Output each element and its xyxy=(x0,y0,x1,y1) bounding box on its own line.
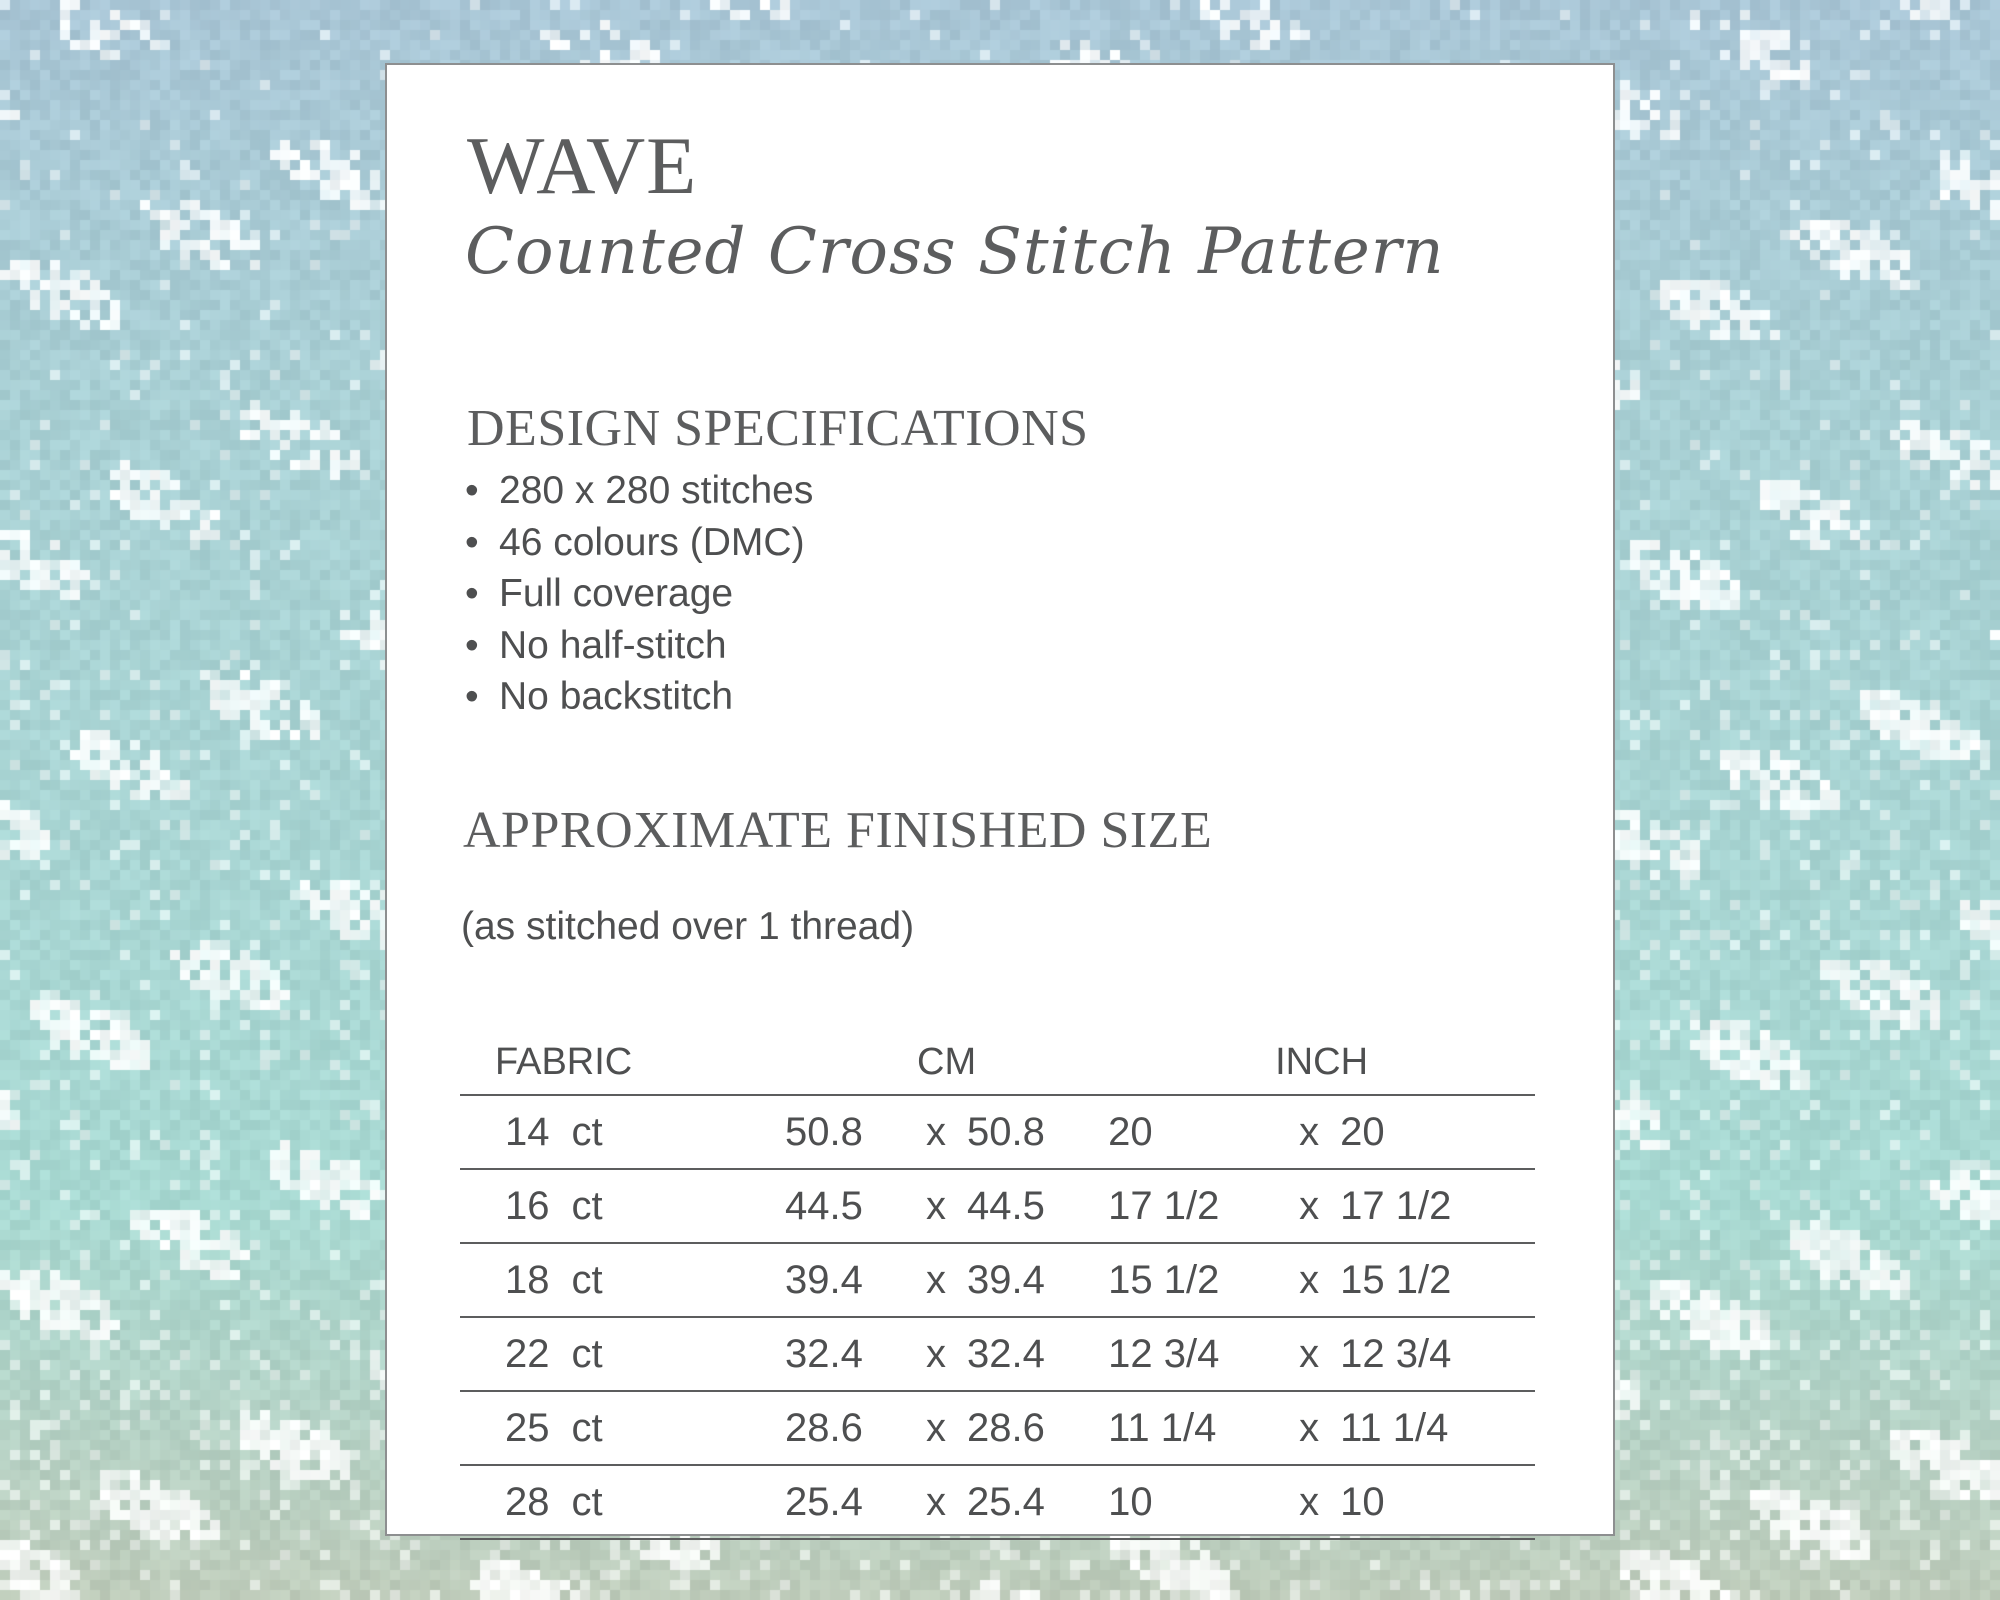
finished-size-note: (as stitched over 1 thread) xyxy=(461,905,915,948)
fabric-count-cell: 14 ct xyxy=(460,1095,785,1169)
inch-size-cell: 11 1/4 x 11 1/4 xyxy=(1108,1391,1535,1465)
cm-size-cell: 28.6 x 28.6 xyxy=(785,1391,1108,1465)
fabric-count-cell: 25 ct xyxy=(460,1391,785,1465)
cm-size-cell: 39.4 x 39.4 xyxy=(785,1243,1108,1317)
bullet-icon: • xyxy=(465,572,479,615)
inch-size-cell: 15 1/2 x 15 1/2 xyxy=(1108,1243,1535,1317)
inch-size-cell: 17 1/2 x 17 1/2 xyxy=(1108,1169,1535,1243)
cm-size-cell: 32.4 x 32.4 xyxy=(785,1317,1108,1391)
table-row xyxy=(460,1465,1535,1539)
table-row xyxy=(460,1317,1535,1391)
cm-size-cell: 44.5 x 44.5 xyxy=(785,1169,1108,1243)
specifications-list xyxy=(465,465,813,723)
table-row xyxy=(460,1095,1535,1169)
design-specifications-heading: DESIGN SPECIFICATIONS xyxy=(467,400,1089,457)
spec-item: • No backstitch xyxy=(465,671,813,723)
fabric-count-cell: 22 ct xyxy=(460,1317,785,1391)
table-row xyxy=(460,1169,1535,1243)
inch-size-cell: 12 3/4 x 12 3/4 xyxy=(1108,1317,1535,1391)
fabric-count-cell: 18 ct xyxy=(460,1243,785,1317)
spec-item: • Full coverage xyxy=(465,568,813,620)
inch-size-cell: 20 x 20 xyxy=(1108,1095,1535,1169)
bullet-icon: • xyxy=(465,623,479,667)
spec-item: • 280 x 280 stitches xyxy=(465,465,813,517)
spec-item: • No half-stitch xyxy=(465,620,813,672)
inch-size-cell: 10 x 10 xyxy=(1108,1465,1535,1539)
fabric-count-cell: 16 ct xyxy=(460,1169,785,1243)
bullet-icon: • xyxy=(465,520,479,564)
bullet-icon: • xyxy=(465,675,479,718)
pattern-info-card xyxy=(385,63,1615,1536)
column-header-inch: INCH xyxy=(1108,1030,1535,1095)
column-header-fabric: FABRIC xyxy=(460,1030,785,1095)
fabric-count-cell: 28 ct xyxy=(460,1465,785,1539)
spec-item: • 46 colours (DMC) xyxy=(465,517,813,569)
bullet-icon: • xyxy=(465,469,479,512)
cm-size-cell: 50.8 x 50.8 xyxy=(785,1095,1108,1169)
cm-size-cell: 25.4 x 25.4 xyxy=(785,1465,1108,1539)
column-header-cm: CM xyxy=(785,1030,1108,1095)
pattern-title: WAVE xyxy=(467,120,698,211)
pattern-subtitle: Counted Cross Stitch Pattern xyxy=(465,215,1445,289)
finished-size-heading: APPROXIMATE FINISHED SIZE xyxy=(463,802,1213,859)
finished-size-table xyxy=(460,1030,1535,1540)
table-row xyxy=(460,1243,1535,1317)
table-row xyxy=(460,1391,1535,1465)
table-header-row xyxy=(460,1030,1535,1095)
